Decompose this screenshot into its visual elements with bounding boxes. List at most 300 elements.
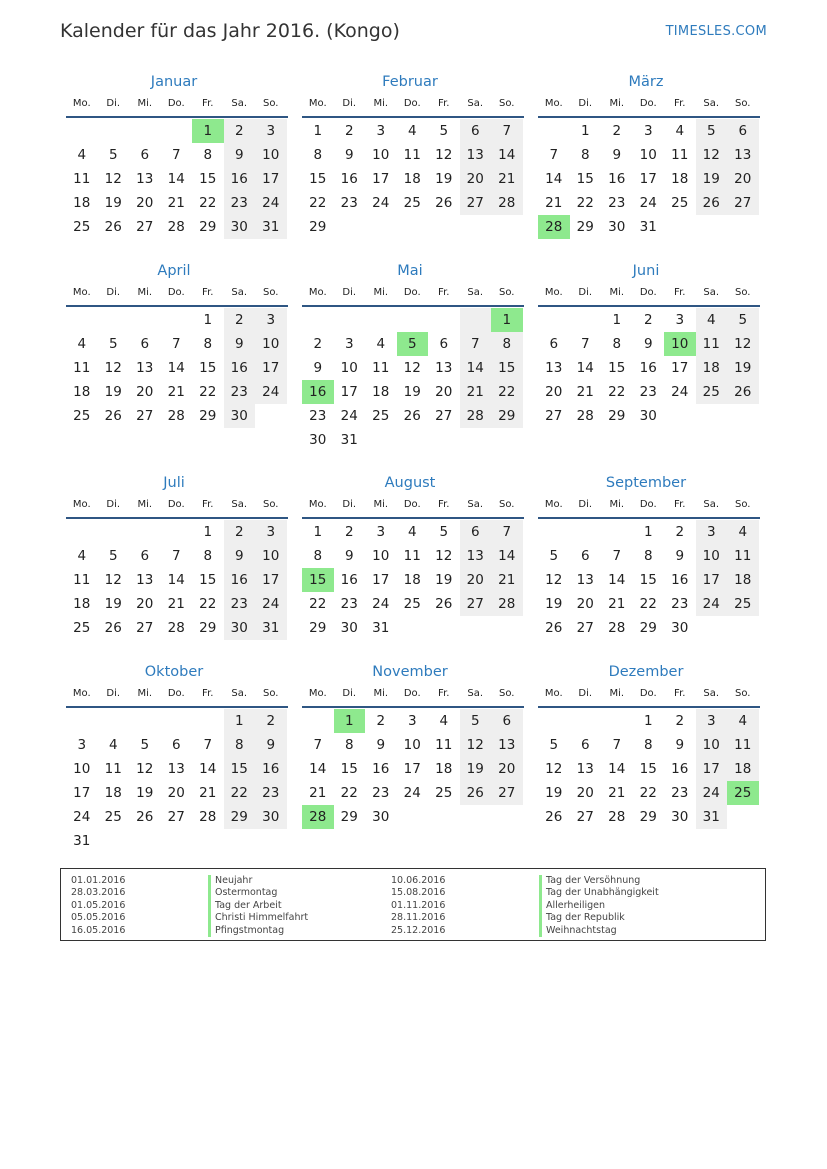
day-cell: 20 <box>576 596 594 612</box>
day-cell: 2 <box>224 119 256 143</box>
day-cell: 8 <box>203 548 213 564</box>
day-cell: 21 <box>167 384 185 400</box>
day-cell: 16 <box>372 761 390 777</box>
day-cell: 3 <box>255 520 287 544</box>
month-calendar <box>66 72 288 239</box>
day-cell: 3 <box>344 336 354 352</box>
weekday-label: Sa. <box>231 287 248 298</box>
day-cell: 20 <box>435 384 453 400</box>
day-cell: 28 <box>167 219 185 235</box>
day-cell: 24 <box>255 592 287 616</box>
day-cell: 10 <box>255 143 287 167</box>
brand-link[interactable]: TIMESLES.COM <box>665 24 767 39</box>
empty-cell <box>538 520 570 544</box>
day-cell: 9 <box>224 332 256 356</box>
weekday-label: So. <box>499 287 515 298</box>
day-cell: 20 <box>136 384 154 400</box>
day-cell: 10 <box>639 147 657 163</box>
weekday-label: So. <box>263 499 279 510</box>
day-cell: 2 <box>255 709 287 733</box>
day-cell: 22 <box>309 596 327 612</box>
day-cell: 7 <box>460 332 492 356</box>
weekday-header <box>302 92 524 118</box>
days-grid <box>538 307 760 428</box>
day-cell: 7 <box>313 737 323 753</box>
day-cell: 26 <box>104 408 122 424</box>
day-cell: 29 <box>639 809 657 825</box>
month-name: Februar <box>382 74 438 90</box>
day-cell: 1 <box>224 709 256 733</box>
day-cell: 6 <box>727 119 759 143</box>
weekday-label: Mi. <box>137 287 153 298</box>
weekday-header <box>302 281 524 307</box>
day-cell: 10 <box>664 332 696 356</box>
days-grid <box>302 708 524 829</box>
day-cell: 12 <box>136 761 154 777</box>
day-cell: 30 <box>224 404 256 428</box>
day-cell: 3 <box>675 312 685 328</box>
day-cell: 3 <box>407 713 417 729</box>
day-cell: 22 <box>491 380 523 404</box>
weekday-label: Fr. <box>674 688 686 699</box>
day-cell: 1 <box>491 308 523 332</box>
day-cell: 1 <box>203 312 213 328</box>
day-cell: 26 <box>545 809 563 825</box>
day-cell: 28 <box>576 408 594 424</box>
day-cell: 25 <box>435 785 453 801</box>
day-cell: 22 <box>199 384 217 400</box>
day-cell: 17 <box>696 757 728 781</box>
month-name: Juni <box>632 263 660 279</box>
month-calendar <box>66 473 288 640</box>
empty-cell <box>460 308 492 332</box>
day-cell: 29 <box>639 620 657 636</box>
day-cell: 9 <box>224 544 256 568</box>
day-cell: 7 <box>612 737 622 753</box>
day-cell: 17 <box>73 785 91 801</box>
day-cell: 19 <box>104 195 122 211</box>
day-cell: 13 <box>435 360 453 376</box>
day-cell: 19 <box>545 785 563 801</box>
day-cell: 26 <box>104 219 122 235</box>
day-cell: 22 <box>639 785 657 801</box>
weekday-label: Mi. <box>373 499 389 510</box>
day-cell: 15 <box>309 171 327 187</box>
day-cell: 9 <box>313 360 323 376</box>
day-cell: 2 <box>675 713 685 729</box>
weekday-header <box>66 281 288 307</box>
day-cell: 21 <box>545 195 563 211</box>
weekday-label: Mo. <box>308 499 327 510</box>
day-cell: 7 <box>491 119 523 143</box>
day-cell: 16 <box>302 380 334 404</box>
day-cell: 1 <box>643 524 653 540</box>
day-cell: 24 <box>255 191 287 215</box>
empty-cell <box>397 215 429 239</box>
day-cell: 31 <box>255 616 287 640</box>
day-cell: 11 <box>73 360 91 376</box>
day-cell: 17 <box>255 167 287 191</box>
weekday-label: Mi. <box>137 499 153 510</box>
weekday-label: Mi. <box>373 688 389 699</box>
weekday-label: Mo. <box>308 688 327 699</box>
weekday-label: Fr. <box>674 499 686 510</box>
day-cell: 19 <box>435 572 453 588</box>
day-cell: 13 <box>576 572 594 588</box>
day-cell: 4 <box>77 147 87 163</box>
weekday-label: Mo. <box>72 98 91 109</box>
day-cell: 19 <box>545 596 563 612</box>
day-cell: 20 <box>545 384 563 400</box>
day-cell: 28 <box>167 620 185 636</box>
day-cell: 13 <box>460 544 492 568</box>
day-cell: 15 <box>340 761 358 777</box>
month-calendar <box>538 72 760 239</box>
empty-cell <box>302 709 334 733</box>
weekday-label: Do. <box>403 98 421 109</box>
day-cell: 27 <box>435 408 453 424</box>
day-cell: 20 <box>136 195 154 211</box>
day-cell: 4 <box>77 548 87 564</box>
day-cell: 24 <box>73 809 91 825</box>
day-cell: 6 <box>171 737 181 753</box>
weekday-label: Sa. <box>231 688 248 699</box>
day-cell: 20 <box>460 568 492 592</box>
day-cell: 11 <box>727 733 759 757</box>
empty-cell <box>397 428 429 452</box>
weekday-label: Mi. <box>137 688 153 699</box>
weekday-label: Mi. <box>609 499 625 510</box>
weekday-label: Do. <box>167 688 185 699</box>
day-cell: 17 <box>403 761 421 777</box>
legend-holiday-name: Ostermontag <box>208 887 308 899</box>
day-cell: 15 <box>199 360 217 376</box>
weekday-label: So. <box>735 499 751 510</box>
weekday-label: Sa. <box>467 98 484 109</box>
weekday-label: Di. <box>106 688 121 699</box>
day-cell: 4 <box>696 308 728 332</box>
weekday-label: Sa. <box>467 287 484 298</box>
day-cell: 11 <box>73 171 91 187</box>
weekday-label: Sa. <box>703 98 720 109</box>
weekday-label: Di. <box>342 98 357 109</box>
day-cell: 28 <box>491 592 523 616</box>
legend-holiday-name: Pfingstmontag <box>208 925 308 937</box>
day-cell: 2 <box>376 713 386 729</box>
day-cell: 23 <box>255 781 287 805</box>
empty-cell <box>129 709 161 733</box>
month-calendar <box>538 261 760 428</box>
day-cell: 2 <box>675 524 685 540</box>
day-cell: 28 <box>608 620 626 636</box>
empty-cell <box>98 119 130 143</box>
weekday-label: Sa. <box>703 499 720 510</box>
day-cell: 12 <box>435 147 453 163</box>
day-cell: 18 <box>372 384 390 400</box>
day-cell: 10 <box>403 737 421 753</box>
day-cell: 7 <box>171 548 181 564</box>
day-cell: 30 <box>224 215 256 239</box>
day-cell: 24 <box>639 195 657 211</box>
day-cell: 1 <box>580 123 590 139</box>
day-cell: 25 <box>403 195 421 211</box>
day-cell: 26 <box>104 620 122 636</box>
day-cell: 18 <box>671 171 689 187</box>
day-cell: 25 <box>73 219 91 235</box>
day-cell: 6 <box>460 520 492 544</box>
page-title: Kalender für das Jahr 2016. (Kongo) <box>60 20 400 42</box>
day-cell: 21 <box>608 785 626 801</box>
day-cell: 28 <box>538 215 570 239</box>
month-calendar <box>302 662 524 829</box>
day-cell: 29 <box>576 219 594 235</box>
empty-cell <box>428 616 460 640</box>
empty-cell <box>129 119 161 143</box>
empty-cell <box>696 616 728 640</box>
month-name: Dezember <box>608 664 684 680</box>
day-cell: 24 <box>372 596 390 612</box>
day-cell: 7 <box>580 336 590 352</box>
day-cell: 20 <box>460 167 492 191</box>
day-cell: 11 <box>403 548 421 564</box>
empty-cell <box>129 308 161 332</box>
day-cell: 1 <box>192 119 224 143</box>
day-cell: 13 <box>136 572 154 588</box>
legend-date: 16.05.2016 <box>71 924 126 936</box>
day-cell: 12 <box>545 572 563 588</box>
day-cell: 29 <box>224 805 256 829</box>
empty-cell <box>98 308 130 332</box>
weekday-label: Di. <box>106 499 121 510</box>
empty-cell <box>491 616 523 640</box>
day-cell: 14 <box>460 356 492 380</box>
month-name: Mai <box>397 263 423 279</box>
weekday-label: Do. <box>639 98 657 109</box>
day-cell: 14 <box>491 143 523 167</box>
empty-cell <box>727 616 759 640</box>
day-cell: 30 <box>255 805 287 829</box>
empty-cell <box>696 215 728 239</box>
day-cell: 11 <box>671 147 689 163</box>
day-cell: 5 <box>696 119 728 143</box>
day-cell: 6 <box>491 709 523 733</box>
empty-cell <box>161 520 193 544</box>
empty-cell <box>365 215 397 239</box>
weekday-label: Mo. <box>72 499 91 510</box>
day-cell: 18 <box>73 596 91 612</box>
day-cell: 30 <box>608 219 626 235</box>
empty-cell <box>397 616 429 640</box>
legend-date: 05.05.2016 <box>71 912 126 924</box>
weekday-label: Mo. <box>72 688 91 699</box>
day-cell: 20 <box>576 785 594 801</box>
day-cell: 19 <box>696 167 728 191</box>
day-cell: 27 <box>460 592 492 616</box>
day-cell: 24 <box>696 781 728 805</box>
day-cell: 28 <box>460 404 492 428</box>
day-cell: 12 <box>104 360 122 376</box>
days-grid <box>302 307 524 452</box>
day-cell: 3 <box>696 709 728 733</box>
empty-cell <box>570 709 602 733</box>
empty-cell <box>491 428 523 452</box>
day-cell: 4 <box>108 737 118 753</box>
empty-cell <box>491 215 523 239</box>
empty-cell <box>570 520 602 544</box>
day-cell: 20 <box>727 167 759 191</box>
weekday-header <box>66 493 288 519</box>
empty-cell <box>538 308 570 332</box>
day-cell: 8 <box>224 733 256 757</box>
day-cell: 26 <box>727 380 759 404</box>
day-cell: 18 <box>104 785 122 801</box>
days-grid <box>302 118 524 239</box>
day-cell: 10 <box>340 360 358 376</box>
day-cell: 8 <box>203 336 213 352</box>
weekday-label: Fr. <box>202 287 214 298</box>
weekday-label: Do. <box>639 688 657 699</box>
empty-cell <box>365 308 397 332</box>
empty-cell <box>460 805 492 829</box>
empty-cell <box>98 709 130 733</box>
day-cell: 19 <box>460 757 492 781</box>
day-cell: 19 <box>104 596 122 612</box>
day-cell: 2 <box>224 308 256 332</box>
weekday-label: Di. <box>578 287 593 298</box>
day-cell: 24 <box>255 380 287 404</box>
day-cell: 22 <box>309 195 327 211</box>
day-cell: 16 <box>671 572 689 588</box>
empty-cell <box>460 428 492 452</box>
day-cell: 17 <box>372 572 390 588</box>
day-cell: 14 <box>608 761 626 777</box>
empty-cell <box>161 829 193 853</box>
day-cell: 11 <box>403 147 421 163</box>
day-cell: 20 <box>136 596 154 612</box>
day-cell: 29 <box>309 219 327 235</box>
day-cell: 13 <box>491 733 523 757</box>
weekday-label: Fr. <box>438 499 450 510</box>
day-cell: 26 <box>403 408 421 424</box>
weekday-label: Sa. <box>231 98 248 109</box>
weekday-label: Do. <box>403 287 421 298</box>
day-cell: 18 <box>727 568 759 592</box>
month-name: August <box>384 475 436 491</box>
weekday-label: Sa. <box>467 688 484 699</box>
days-grid <box>66 307 288 428</box>
day-cell: 22 <box>639 596 657 612</box>
day-cell: 15 <box>199 171 217 187</box>
day-cell: 8 <box>344 737 354 753</box>
day-cell: 23 <box>224 191 256 215</box>
day-cell: 23 <box>372 785 390 801</box>
day-cell: 29 <box>340 809 358 825</box>
day-cell: 16 <box>224 568 256 592</box>
day-cell: 25 <box>73 620 91 636</box>
day-cell: 15 <box>199 572 217 588</box>
legend-dates-right <box>391 875 445 937</box>
month-calendar <box>302 261 524 452</box>
day-cell: 3 <box>376 524 386 540</box>
day-cell: 19 <box>435 171 453 187</box>
legend-date: 25.12.2016 <box>391 924 446 936</box>
day-cell: 10 <box>372 147 390 163</box>
day-cell: 10 <box>73 761 91 777</box>
days-grid <box>538 519 760 640</box>
day-cell: 25 <box>727 592 759 616</box>
month-calendar <box>302 473 524 640</box>
day-cell: 6 <box>140 147 150 163</box>
day-cell: 27 <box>167 809 185 825</box>
day-cell: 15 <box>491 356 523 380</box>
empty-cell <box>161 119 193 143</box>
day-cell: 7 <box>171 336 181 352</box>
day-cell: 22 <box>199 596 217 612</box>
day-cell: 13 <box>167 761 185 777</box>
day-cell: 16 <box>224 167 256 191</box>
day-cell: 14 <box>576 360 594 376</box>
month-name: September <box>605 475 687 491</box>
day-cell: 9 <box>376 737 386 753</box>
day-cell: 3 <box>696 520 728 544</box>
weekday-label: Fr. <box>674 98 686 109</box>
day-cell: 5 <box>108 147 118 163</box>
day-cell: 30 <box>224 616 256 640</box>
day-cell: 14 <box>167 572 185 588</box>
weekday-label: Fr. <box>202 499 214 510</box>
day-cell: 22 <box>608 384 626 400</box>
day-cell: 28 <box>302 805 334 829</box>
month-name: März <box>628 74 664 90</box>
day-cell: 31 <box>696 805 728 829</box>
day-cell: 3 <box>643 123 653 139</box>
day-cell: 5 <box>397 332 429 356</box>
day-cell: 6 <box>140 336 150 352</box>
day-cell: 3 <box>255 308 287 332</box>
day-cell: 2 <box>612 123 622 139</box>
day-cell: 4 <box>77 336 87 352</box>
weekday-label: Mo. <box>308 98 327 109</box>
days-grid <box>538 708 760 829</box>
day-cell: 18 <box>435 761 453 777</box>
day-cell: 16 <box>255 757 287 781</box>
day-cell: 13 <box>727 143 759 167</box>
empty-cell <box>491 805 523 829</box>
day-cell: 5 <box>108 548 118 564</box>
days-grid <box>66 118 288 239</box>
day-cell: 28 <box>491 191 523 215</box>
weekday-header <box>538 682 760 708</box>
day-cell: 26 <box>435 195 453 211</box>
weekday-label: Sa. <box>703 287 720 298</box>
day-cell: 27 <box>136 620 154 636</box>
weekday-header <box>66 92 288 118</box>
empty-cell <box>161 308 193 332</box>
weekday-label: Mo. <box>308 287 327 298</box>
empty-cell <box>428 215 460 239</box>
day-cell: 24 <box>671 384 689 400</box>
day-cell: 26 <box>435 596 453 612</box>
day-cell: 5 <box>727 308 759 332</box>
days-grid <box>538 118 760 239</box>
weekday-label: Di. <box>578 98 593 109</box>
empty-cell <box>365 428 397 452</box>
day-cell: 15 <box>639 572 657 588</box>
weekday-label: Mi. <box>373 287 389 298</box>
weekday-header <box>66 682 288 708</box>
day-cell: 21 <box>576 384 594 400</box>
day-cell: 8 <box>580 147 590 163</box>
